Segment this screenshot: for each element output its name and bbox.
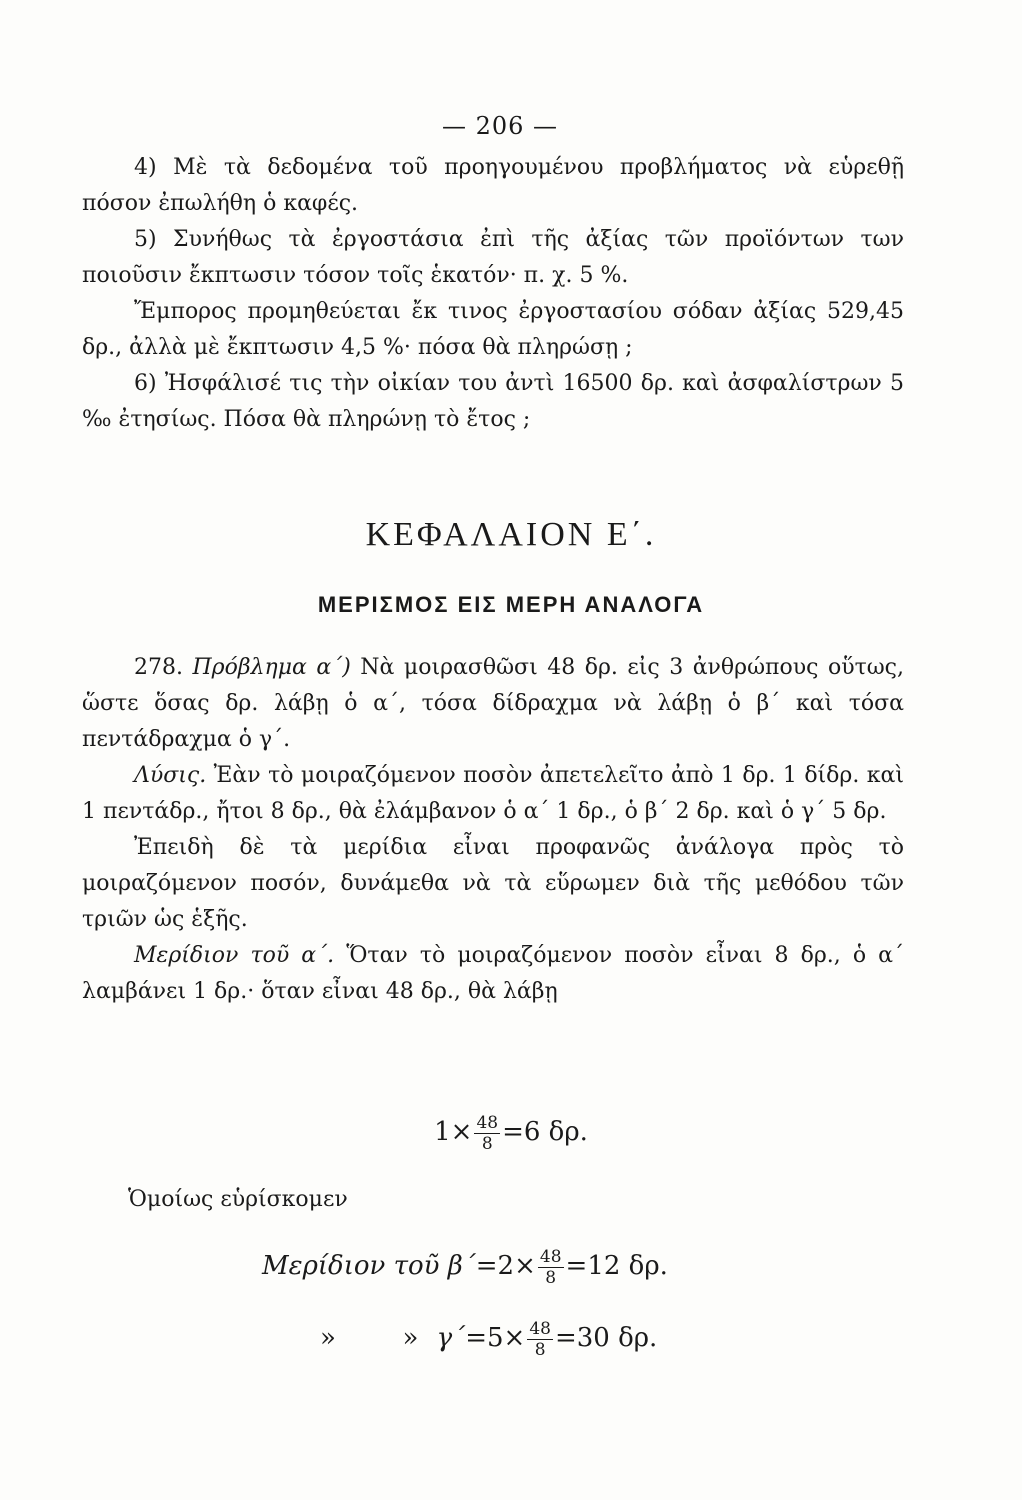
formula-3-right: =30 δρ. bbox=[554, 1323, 658, 1353]
similarly-text: Ὁμοίως εὑρίσκομεν bbox=[128, 1187, 348, 1212]
formula-1-right: =6 δρ. bbox=[502, 1117, 588, 1147]
formula-3-ditto-2: » bbox=[402, 1323, 419, 1353]
formula-3-lead: γ΄ bbox=[436, 1323, 466, 1353]
solution-text: Ἐὰν τὸ μοιραζόμενον ποσὸν ἀπετελεῖτο ἀπὸ 1 δρ. 1 δίδρ. καὶ 1 πεντάδρ., ἤτοι 8 δρ., θὰ ἐλάμβανον ὁ α΄ 1 δρ., ὁ β΄ 2 δρ. καὶ ὁ γ΄ 5 δρ. bbox=[82, 763, 905, 824]
formula-1-denominator: 8 bbox=[481, 1133, 493, 1154]
formula-2-right: =12 δρ. bbox=[565, 1251, 668, 1281]
share-a-lead: Μερίδιον τοῦ α΄. bbox=[134, 943, 335, 968]
problem-278 bbox=[82, 650, 904, 758]
formula-1-left: 1× bbox=[434, 1117, 473, 1147]
share-a-text: Ὅταν τὸ μοιραζόμενον ποσὸν εἶναι 8 δρ., ὁ α΄ λαμβάνει 1 δρ.· ὅταν εἶναι 48 δρ., θὰ λάβῃ bbox=[82, 943, 904, 1004]
formula-2-left: =2× bbox=[475, 1251, 536, 1281]
formula-1-numerator: 48 bbox=[476, 1112, 499, 1133]
formula-2-lead: Μερίδιον τοῦ β΄ bbox=[262, 1251, 476, 1281]
page-number: — 206 — bbox=[441, 112, 559, 140]
problem-4-lead: 4) bbox=[134, 155, 157, 180]
problem-4 bbox=[82, 150, 904, 222]
problem-5-merchant bbox=[82, 294, 904, 366]
solution-lead: Λύσις. bbox=[134, 763, 207, 788]
chapter-title: ΚΕΦΑΛΑΙΟΝ Ε΄. bbox=[365, 516, 657, 553]
formula-share-a bbox=[0, 1112, 1022, 1154]
problem-5 bbox=[82, 222, 904, 294]
formula-3-ditto-1: » bbox=[320, 1323, 336, 1353]
problems-top-block bbox=[82, 150, 904, 438]
problem-278-text: Νὰ μοιρασθῶσι 48 δρ. εἰς 3 ἀνθρώπους οὕτως, ὥστε ὅσας δρ. λάβῃ ὁ α΄, τόσα δίδραχμα νὰ λάβῃ ὁ β΄ καὶ τόσα πεντάδραχμα ὁ γ΄. bbox=[82, 655, 904, 752]
problem-278-number: 278. bbox=[134, 655, 183, 680]
problem-5-lead: 5) bbox=[134, 227, 157, 252]
since-para: Ἐπειδὴ δὲ τὰ μερίδια εἶναι προφανῶς ἀνάλογα πρὸς τὸ μοιραζόμενον ποσόν, δυνάμεθα νὰ τὰ εὕρωμεν διὰ τῆς μεθόδου τῶν τριῶν ὡς ἑξῆς. bbox=[82, 835, 904, 932]
share-a-para bbox=[82, 938, 904, 1010]
formula-3-numerator: 48 bbox=[529, 1318, 551, 1339]
similarly-block bbox=[82, 1182, 904, 1218]
problem-6 bbox=[82, 366, 904, 438]
problem-6-lead: 6) bbox=[134, 371, 157, 396]
problem-5-merchant-text: Ἔμπορος προμηθεύεται ἔκ τινος ἐργοστασίου σόδαν ἀξίας 529,45 δρ., ἀλλὰ μὲ ἔκπτωσιν 4,5 %· πόσα θὰ πληρώσῃ ; bbox=[82, 299, 904, 360]
formula-3-denominator: 8 bbox=[534, 1339, 546, 1360]
problem-6-text: Ἠσφάλισέ τις τὴν οἰκίαν του ἀντὶ 16500 δρ. καὶ ἀσφαλίστρων 5 ‰ ἐτησίως. Πόσα θὰ πληρώνῃ τὸ ἔτος ; bbox=[82, 371, 904, 432]
formula-2-fraction bbox=[538, 1247, 564, 1288]
solution-para bbox=[82, 758, 904, 830]
problem-5-text: Συνήθως τὰ ἐργοστάσια ἐπὶ τῆς ἀξίας τῶν προϊόντων των ποιοῦσιν ἔκπτωσιν τόσον τοῖς ἑκατόν· π. χ. 5 %. bbox=[82, 227, 904, 288]
formula-3-left: =5× bbox=[465, 1323, 526, 1353]
formula-3-fraction bbox=[527, 1319, 553, 1360]
problem-278-lead: Πρόβλημα α΄) bbox=[192, 655, 351, 680]
problem-4-text: Μὲ τὰ δεδομένα τοῦ προηγουμένου προβλήματος νὰ εὑρεθῇ πόσον ἐπωλήθη ὁ καφές. bbox=[82, 155, 904, 216]
formula-share-b bbox=[262, 1246, 668, 1288]
formula-2-denominator: 8 bbox=[545, 1267, 557, 1288]
main-text-block bbox=[82, 650, 904, 1010]
formula-1-fraction bbox=[474, 1113, 500, 1154]
section-title: ΜΕΡΙΣΜΟΣ ΕΙΣ ΜΕΡΗ ΑΝΑΛΟΓΑ bbox=[317, 592, 705, 617]
formula-2-numerator: 48 bbox=[539, 1246, 562, 1267]
formula-share-c bbox=[320, 1318, 657, 1360]
